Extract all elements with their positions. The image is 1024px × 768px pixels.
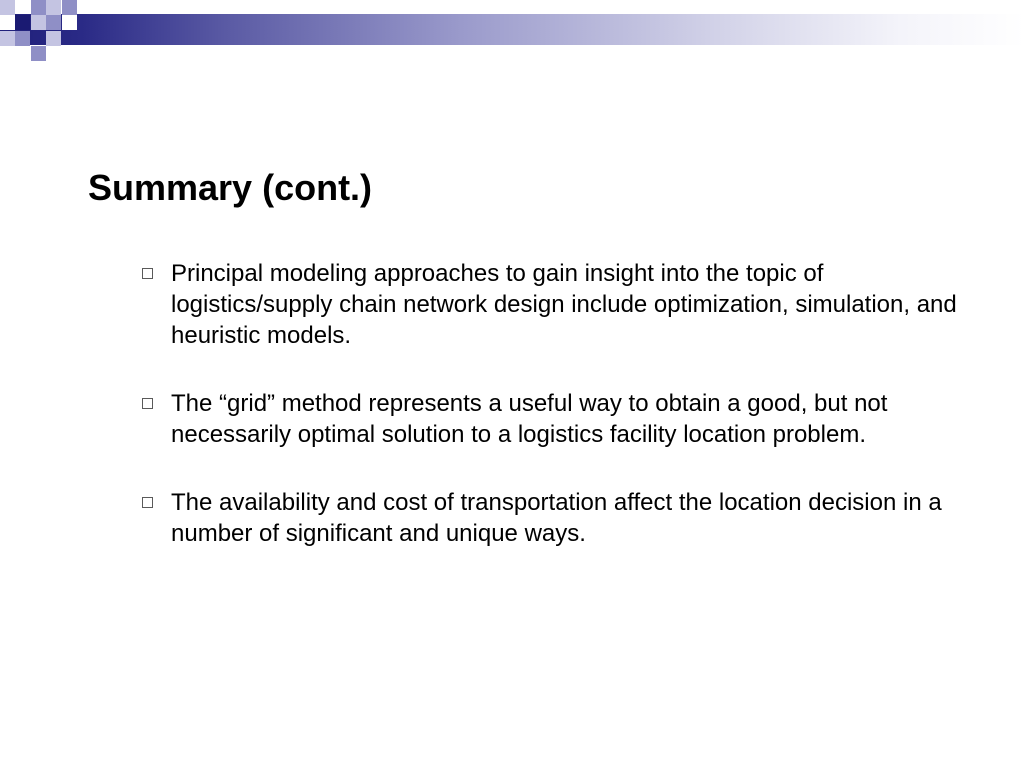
decor-square <box>46 31 61 46</box>
hollow-square-bullet-icon <box>142 268 153 279</box>
hollow-square-bullet-icon <box>142 497 153 508</box>
decor-square <box>62 0 77 15</box>
decor-square <box>15 31 30 46</box>
bullet-item <box>140 258 960 351</box>
bullet-text: Principal modeling approaches to gain insight into the topic of logistics/supply chain network design include optimization, simulation, and heuristic models. <box>171 260 957 349</box>
bullet-item <box>140 487 960 549</box>
bullet-text: The “grid” method represents a useful way to obtain a good, but not necessarily optimal solution to a logistics facility location problem. <box>171 390 888 448</box>
decor-square <box>31 46 46 61</box>
decor-square <box>0 31 15 46</box>
decor-square <box>0 0 15 15</box>
decor-square <box>46 0 61 15</box>
hollow-square-bullet-icon <box>142 398 153 409</box>
bullet-text: The availability and cost of transportation affect the location decision in a number of significant and unique ways. <box>171 489 942 547</box>
bullet-item <box>140 388 960 450</box>
header-gradient-band <box>0 14 1024 45</box>
slide-title: Summary (cont.) <box>88 167 373 208</box>
bullet-list <box>140 258 960 586</box>
decor-square <box>15 15 30 30</box>
decor-square <box>46 15 61 30</box>
decor-square <box>0 15 15 30</box>
decor-square <box>15 46 30 61</box>
decor-square <box>31 0 46 15</box>
decor-square <box>62 15 77 30</box>
decor-square <box>31 15 46 30</box>
